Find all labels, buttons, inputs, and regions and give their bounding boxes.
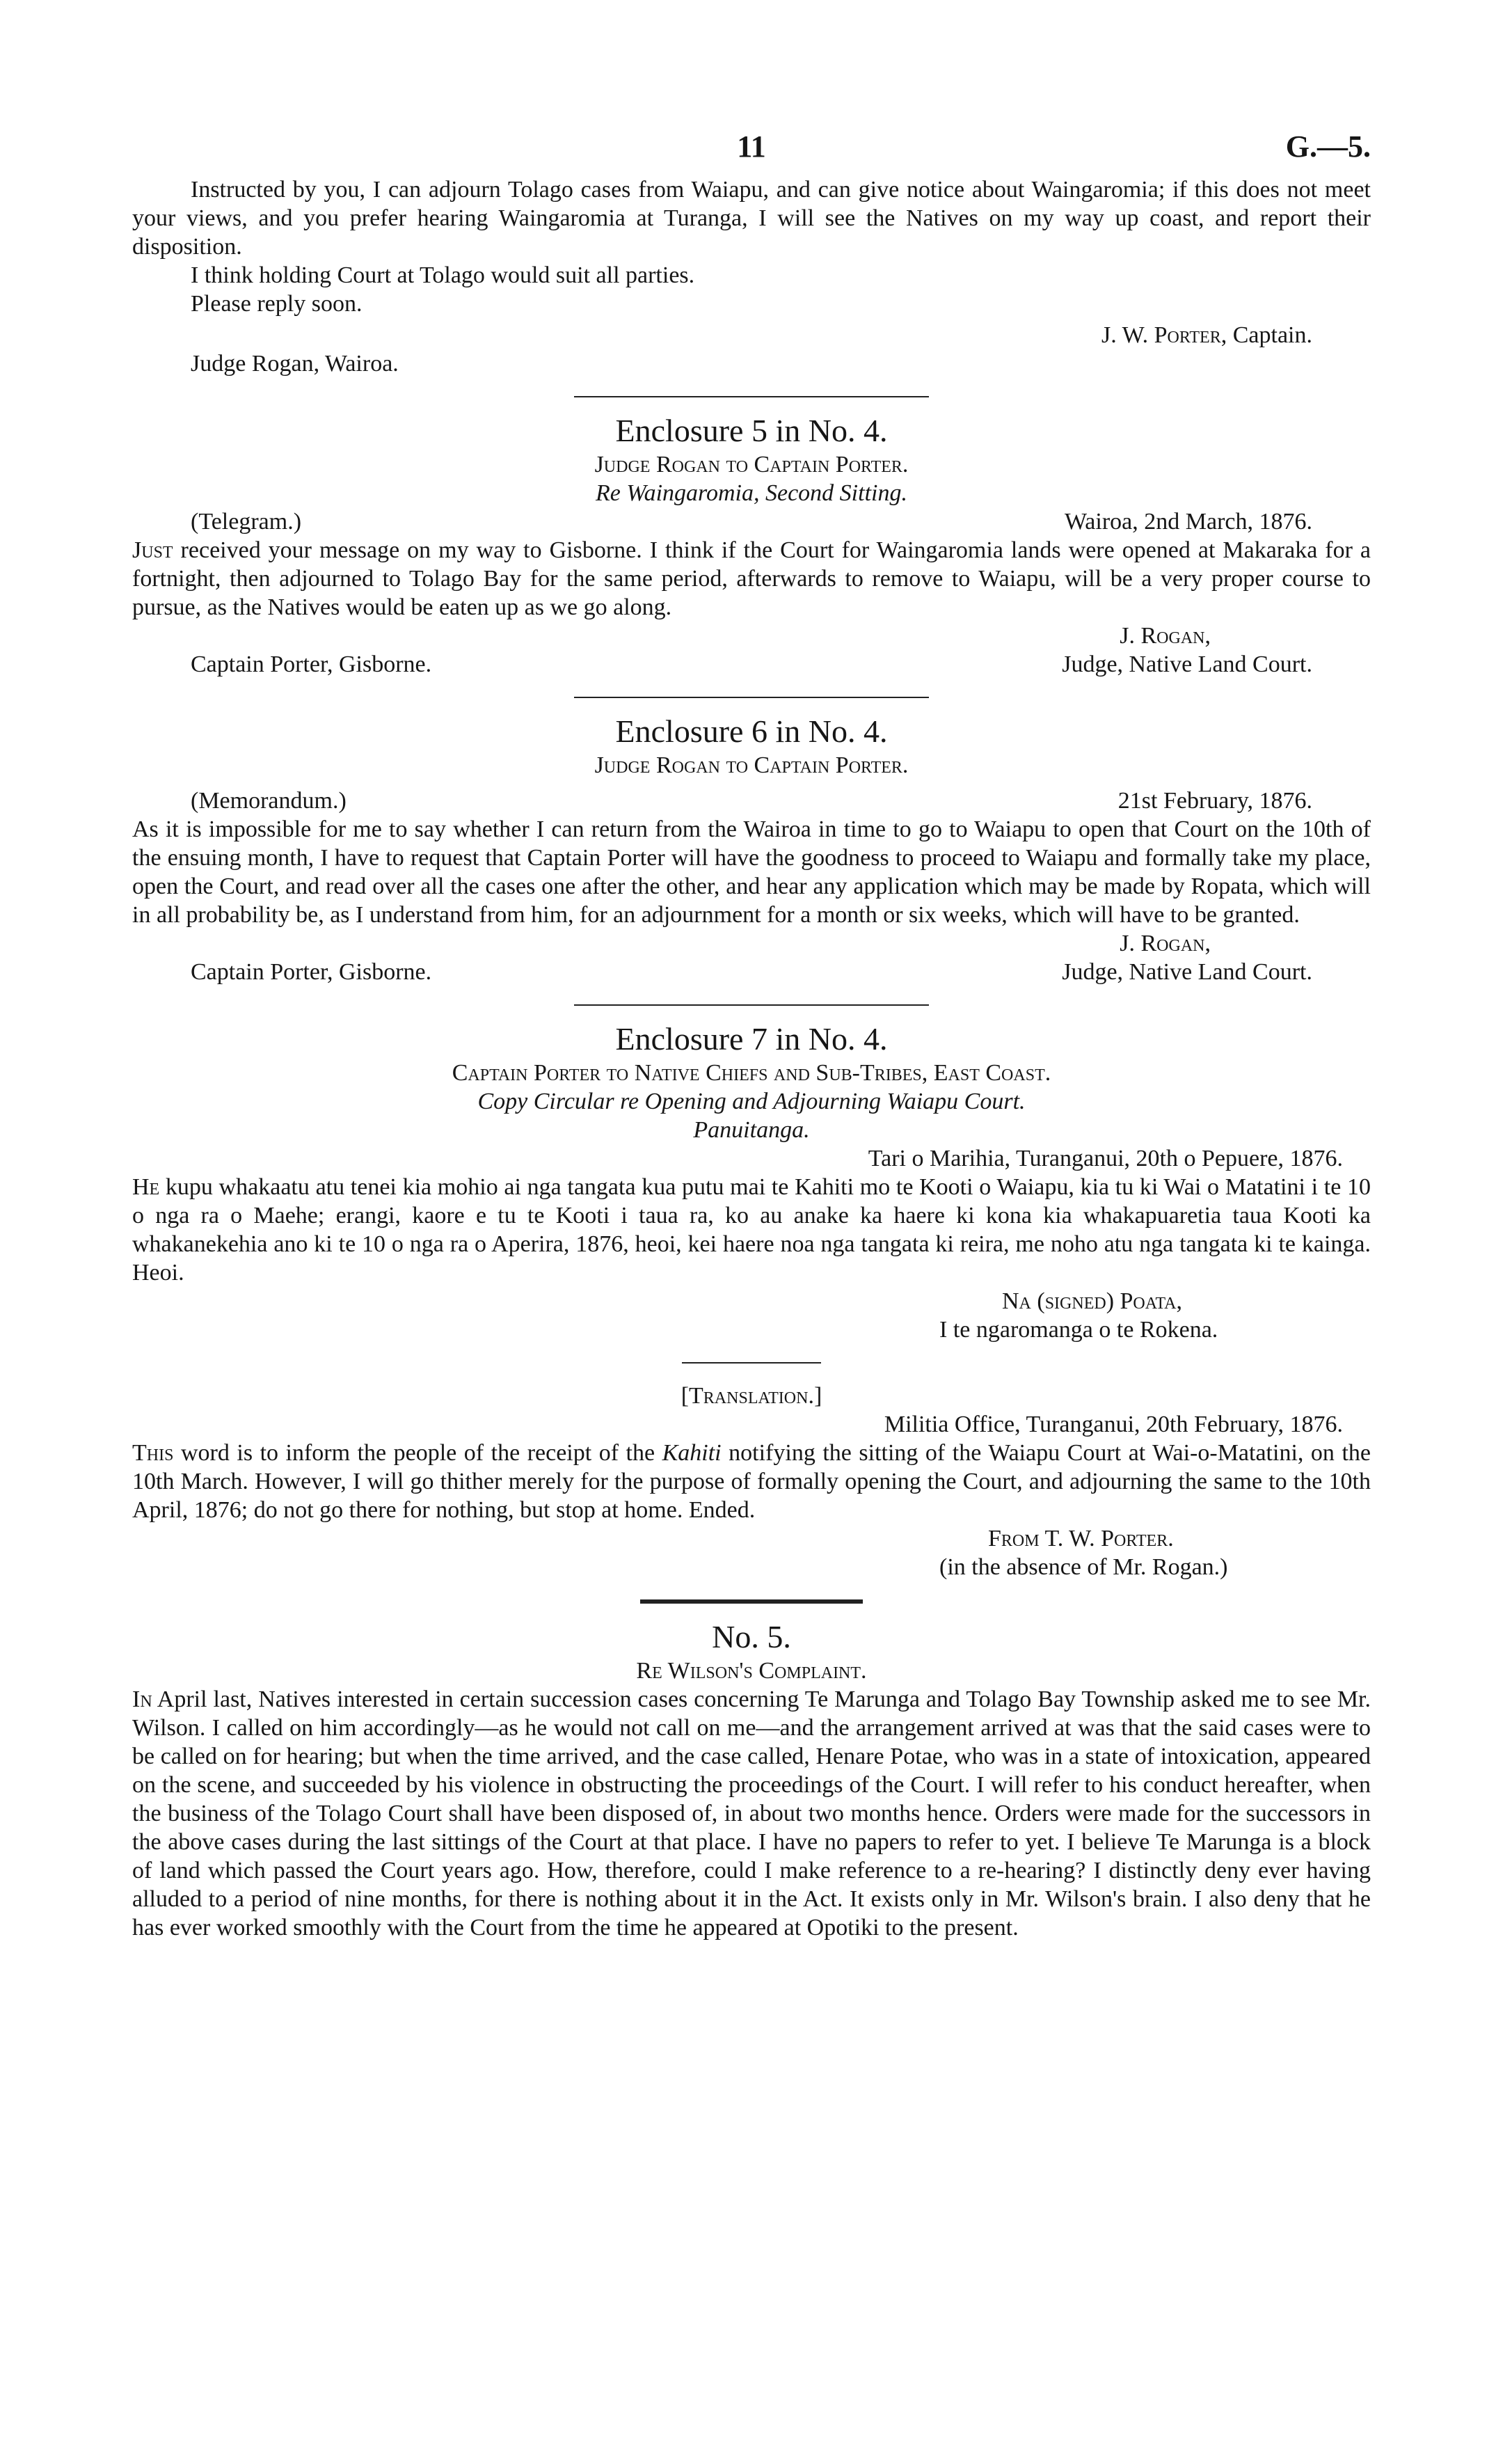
enclosure-7-eng-place-date: Militia Office, Turanganui, 20th February, 1876.	[884, 1412, 1343, 1437]
enclosure-6-meta	[132, 787, 1371, 815]
enclosure-6-sig-title: Judge, Native Land Court.	[1062, 959, 1312, 985]
enclosure-5-type: (Telegram.)	[191, 509, 302, 535]
enclosure-5-body-text: received your message on my way to Gisborne. I think if the Court for Waingaromia lands were opened at Makaraka for a fortnight, then adjourned to Tolago Bay for the same period, afterwards to remove to Waiapu, will be a very proper course to pursue, as the Natives would be eaten up as we go along.	[132, 537, 1371, 620]
section-divider	[574, 1004, 929, 1006]
enclosure-5-place-date: Wairoa, 2nd March, 1876.	[1064, 509, 1312, 535]
enclosure-7-eng-kahiti: Kahiti	[662, 1440, 722, 1466]
intro-line-3: Please reply soon.	[191, 291, 363, 317]
section-divider	[574, 697, 929, 698]
enclosure-5-sig-title: Judge, Native Land Court.	[1062, 651, 1312, 677]
no5-first-word: In	[132, 1686, 152, 1712]
enclosure-5-footer	[132, 650, 1371, 679]
enclosure-5-subject: Re Waingaromia, Second Sitting.	[596, 480, 907, 506]
enclosure-7-eng-sig2: (in the absence of Mr. Rogan.)	[939, 1554, 1228, 1580]
enclosure-7-maori-body	[132, 1173, 1371, 1287]
enclosure-6-date: 21st February, 1876.	[1117, 788, 1312, 814]
no5-subject-text: Re Wilson's Complaint.	[636, 1658, 867, 1684]
enclosure-7-maori-sig	[1002, 1287, 1371, 1315]
enclosure-7-eng-sig-text: From T. W. Porter.	[988, 1526, 1174, 1551]
intro-signature-name: J. W. Porter	[1101, 322, 1221, 348]
enclosure-5-from-to: Judge Rogan to Captain Porter.	[594, 452, 909, 477]
translation-divider	[682, 1362, 821, 1364]
enclosure-6-sig-name	[132, 929, 1371, 958]
enclosure-6-type: (Memorandum.)	[191, 788, 347, 814]
enclosure-7-from-to: Captain Porter to Native Chiefs and Sub-Tribes, East Coast.	[452, 1060, 1051, 1086]
document-page	[132, 129, 1371, 1942]
enclosure-7-subject: Copy Circular re Opening and Adjourning Waiapu Court.	[477, 1089, 1026, 1114]
enclosure-6-addressee: Captain Porter, Gisborne.	[191, 959, 432, 985]
enclosure-6-from-to: Judge Rogan to Captain Porter.	[594, 752, 909, 778]
enclosure-5-body	[132, 536, 1371, 622]
enclosure-5-meta	[132, 507, 1371, 536]
intro-line-2: I think holding Court at Tolago would suit all parties.	[191, 262, 695, 288]
enclosure-7-maori-first-word: He	[132, 1174, 160, 1200]
enclosure-7-panui: Panuitanga.	[693, 1117, 810, 1143]
page-header	[132, 129, 1371, 175]
enclosure-7-eng-body-a: word is to inform the people of the receipt of the	[173, 1440, 662, 1466]
page-number: 11	[737, 129, 766, 164]
enclosure-7-maori-sig2: I te ngaromanga o te Rokena.	[939, 1317, 1218, 1343]
major-divider	[640, 1599, 863, 1604]
enclosure-5-heading: Enclosure 5 in No. 4.	[615, 413, 888, 448]
enclosure-7-maori-sig-text: Na (signed) Poata,	[1002, 1288, 1183, 1314]
enclosure-7-maori-body-text: kupu whakaatu atu tenei kia mohio ai nga tangata kua putu mai te Kahiti mo te Kooti o Waiapu, kia tu ki Wai o Matatini i te 10 o nga ra o Maehe; erangi, kaore e tu te Kooti i taua ra, ko au anake ka haere ki kona kia whakapuaretia taua Kooti ka whakanekehia ano ki te 10 o nga ra o Aperira, 1876, heoi, kei haere noa nga tangata ki reira, me noho atu nga tangata ki te kainga. Heoi.	[132, 1174, 1371, 1286]
enclosure-6-sig-name-text: J. Rogan,	[1120, 931, 1211, 956]
enclosure-7-eng-body	[132, 1439, 1371, 1524]
intro-paragraph: Instructed by you, I can adjourn Tolago cases from Waiapu, and can give notice about Waingaromia; if this does not meet your views, and you prefer hearing Waingaromia at Turanga, I will see the Natives on my way up coast, and report their disposition.	[132, 177, 1371, 260]
no5-heading: No. 5.	[712, 1619, 791, 1654]
no5-body-text: April last, Natives interested in certain succession cases concerning Te Marunga and Tolago Bay Township asked me to see Mr. Wilson. I called on him accordingly—as he would not call on me—and the arrangement arrived at was that the said cases were to be called on for hearing; but when the time arrived, and the case called, Henare Potae, who was in a state of intoxication, appeared on the scene, and succeeded by his violence in obstructing the proceedings of the Court. I will refer to his conduct hereafter, when the business of the Tolago Court shall have been disposed of, in about two months hence. Orders were made for the successors in the above cases during the last sittings of the Court at that place. I have no papers to refer to yet. I believe Te Marunga is a block of land which passed the Court years ago. How, therefore, could I make reference to a re-hearing? I distinctly deny ever having alluded to a period of nine months, for there is nothing about it in the Act. It exists only in Mr. Wilson's brain. I also deny that he has ever worked smoothly with the Court from the time he appeared at Opotiki to the present.	[132, 1686, 1371, 1941]
enclosure-7-eng-sig	[988, 1524, 1371, 1553]
enclosure-6-heading: Enclosure 6 in No. 4.	[615, 713, 888, 749]
enclosure-5-first-word: Just	[132, 537, 173, 563]
intro-signature	[132, 321, 1371, 349]
no5-body	[132, 1685, 1371, 1942]
translation-label: [Translation.]	[681, 1383, 822, 1409]
enclosure-7-maori-place-date: Tari o Marihia, Turanganui, 20th o Pepuere, 1876.	[868, 1146, 1343, 1171]
intro-addressee: Judge Rogan, Wairoa.	[191, 351, 399, 377]
document-reference: G.—5.	[1285, 129, 1371, 164]
section-divider	[574, 396, 929, 397]
enclosure-7-eng-first-word: This	[132, 1440, 174, 1466]
intro-signature-title: , Captain.	[1220, 322, 1312, 348]
enclosure-5-sig-name	[132, 622, 1371, 650]
no5-subject	[132, 1657, 1371, 1685]
enclosure-5-sig-name-text: J. Rogan,	[1120, 623, 1211, 649]
enclosure-6-footer	[132, 958, 1371, 986]
enclosure-6-body: As it is impossible for me to say whether I can return from the Wairoa in time to go to Waiapu to open that Court on the 10th of the ensuing month, I have to request that Captain Porter will have the goodness to proceed to Waiapu and formally take my place, open the Court, and read over all the cases one after the other, and hear any application which may be made by Ropata, which will in all probability be, as I understand from him, for an adjournment for a month or six weeks, which will have to be granted.	[132, 816, 1371, 928]
enclosure-7-eng-body-b: notifying the sitting of the Waiapu Court at Wai-o-Matatini, on the 10th March. However, I will go thither merely for the purpose of formally opening the Court, and adjourning the same to the 10th April, 1876; do not go there for nothing, but stop at home. Ended.	[132, 1440, 1371, 1523]
enclosure-5-addressee: Captain Porter, Gisborne.	[191, 651, 432, 677]
enclosure-7-heading: Enclosure 7 in No. 4.	[615, 1021, 888, 1057]
